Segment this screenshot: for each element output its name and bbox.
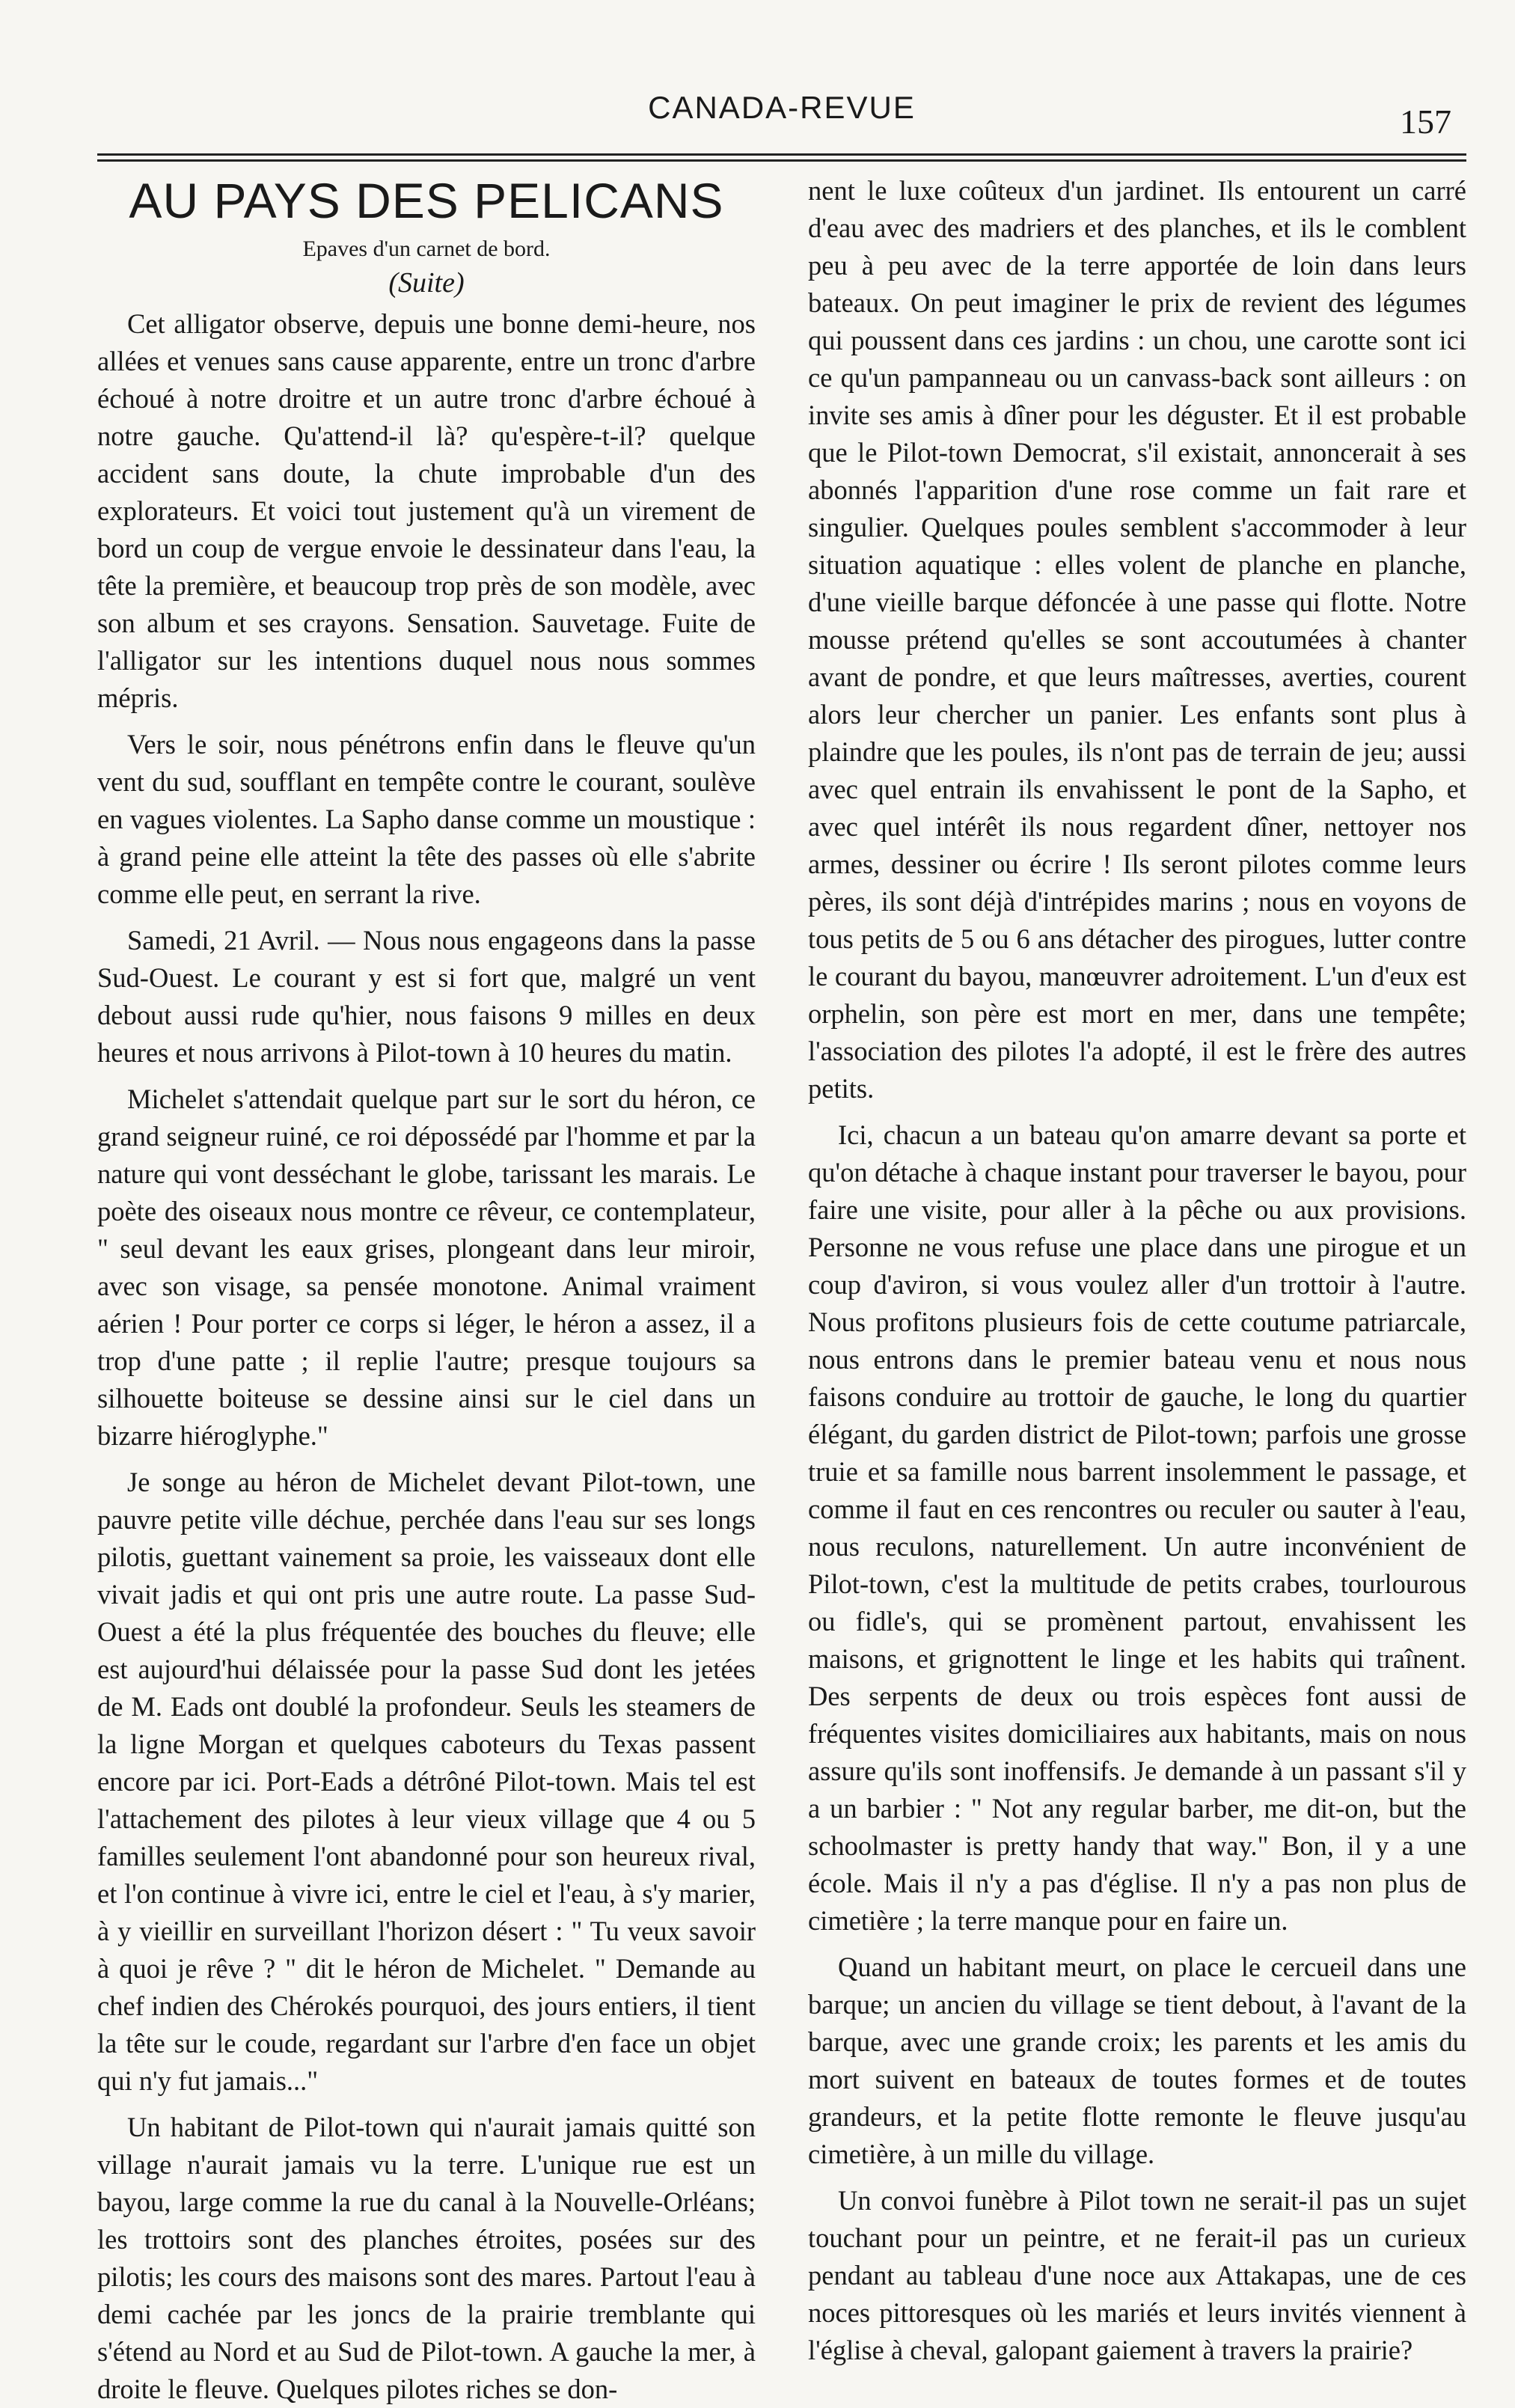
left-column (97, 172, 756, 2404)
paragraph: Cet alligator observe, depuis une bonne demi-heure, nos allées et venues sans cause apparente, entre un tronc d'arbre échoué à notre droitre et un autre tronc d'arbre échoué à notre gauche. Qu'attend-il là? qu'espère-t-il? quelque accident sans doute, la chute improbable d'un des explorateurs. Et voici tout justement qu'à un virement de bord un coup de vergue envoie le dessinateur dans l'eau, la tête la première, et beaucoup trop près de son modèle, avec son album et ses crayons. Sensation. Sauvetage. Fuite de l'alligator sur les intentions duquel nous nous sommes mépris. (97, 308, 756, 713)
paragraph: Quand un habitant meurt, on place le cercueil dans une barque; un ancien du village se tient debout, à l'avant de la barque, avec une grande croix; les parents et les amis du mort suivent en bateaux de toutes formes et de toutes grandeurs, et la petite flotte remonte le fleuve jusqu'au cimetière, à un mille du village. (808, 1952, 1466, 2169)
page-number: 157 (1400, 103, 1451, 141)
paragraph: nent le luxe coûteux d'un jardinet. Ils entourent un carré d'eau avec des madriers et des planches, et ils le comblent peu à peu avec de la terre apportée de loin dans leurs bateaux. On peut imaginer le prix de revient des légumes qui poussent dans ces jardins : un chou, une carotte sont ici ce qu'un pampanneau ou un canvass-back sont ailleurs : on invite ses amis à dîner pour les déguster. Et il est probable que le Pilot-town Democrat, s'il existait, annoncerait à ses abonnés l'apparition d'une rose comme un fait rare et singulier. Quelques poules semblent s'accommoder à leur situation aquatique : elles volent de planche en planche, d'une vieille barque défoncée à une passe qui flotte. Notre mousse prétend qu'elles se sont accoutumées à chanter avant de pondre, et que leurs maîtresses, averties, courent alors leur chercher un panier. Les enfants sont plus à plaindre que les poules, ils n'ont pas de terrain de jeu; aussi avec quel entrain ils envahissent le pont de la Sapho, et avec quel intérêt ils nous regardent dîner, nettoyer nos armes, dessiner ou écrire ! Ils seront pilotes comme leurs pères, ils sont déjà d'intrépides marins ; nous en voyons de tous petits de 5 ou 6 ans détacher des pirogues, lutter contre le courant du bayou, manœuvrer adroitement. L'un d'eux est orphelin, son père est mort en mer, dans une tempête; l'association des pilotes l'a adopté, il est le frère des autres petits. (808, 175, 1466, 1104)
header-rule (97, 153, 1466, 156)
paragraph: Je songe au héron de Michelet devant Pilot-town, une pauvre petite ville déchue, perchée dans l'eau sur ses longs pilotis, guettant vainement sa proie, les vaisseaux dont elle vivait jadis et qui ont pris une autre route. La passe Sud-Ouest a été la plus fréquentée des bouches du fleuve; elle est aujourd'hui délaissée pour la passe Sud dont les jetées de M. Eads ont doublé la profondeur. Seuls les steamers de la ligne Morgan et quelques caboteurs du Texas passent encore par ici. Port-Eads a détrôné Pilot-town. Mais tel est l'attachement des pilotes à leur vieux village que 4 ou 5 familles seulement l'ont abandonné pour son heureux rival, et l'on continue à vivre ici, entre le ciel et l'eau, à s'y marier, à y vieillir en surveillant l'horizon désert : " Tu veux savoir à quoi je rêve ? " dit le héron de Michelet. " Demande au chef indien des Chérokés pourquoi, des jours entiers, il tient la tête sur le coude, regardant sur l'arbre d'en face un objet qui n'y fut jamais..." (97, 1467, 756, 2096)
right-column (808, 172, 1466, 2380)
paragraph: Vers le soir, nous pénétrons enfin dans le fleuve qu'un vent du sud, soufflant en tempête contre le courant, soulève en vagues violentes. La Sapho danse comme un moustique : à grand peine elle atteint la tête des passes où elle s'abrite comme elle peut, en serrant la rive. (97, 729, 756, 909)
article-title: AU PAYS DES PELICANS (129, 173, 724, 228)
article-subtitle: Epaves d'un carnet de bord. (302, 236, 551, 261)
paragraph: Un convoi funèbre à Pilot town ne serait-il pas un sujet touchant pour un peintre, et ne ferait-il pas un curieux pendant au tableau d'une noce aux Attakapas, une de ces noces pittoresques où les mariés et leurs invités viennent à l'église à cheval, galopant gaiement à travers la prairie? (808, 2185, 1466, 2365)
paragraph: Samedi, 21 Avril. — Nous nous engageons dans la passe Sud-Ouest. Le courant y est si fort que, malgré un vent debout aussi rude qu'hier, nous faisons 9 milles en deux heures et nous arrivons à Pilot-town à 10 heures du matin. (97, 925, 756, 1068)
article-suite: (Suite) (388, 267, 465, 299)
paragraph: Ici, chacun a un bateau qu'on amarre devant sa porte et qu'on détache à chaque instant pour traverser le bayou, pour faire une visite, pour aller à la pêche ou aux provisions. Personne ne vous refuse une place dans une pirogue et un coup d'aviron, si vous voulez aller d'un trottoir à l'autre. Nous profitons plusieurs fois de cette coutume patriarcale, nous entrons dans le premier bateau venu et nous nous faisons conduire au trottoir de gauche, le long du quartier élégant, du garden district de Pilot-town; parfois une grosse truie et sa famille nous barrent insolemment le passage, et comme il faut en ces rencontres ou reculer ou sauter à l'eau, nous reculons, naturellement. Un autre inconvénient de Pilot-town, c'est la multitude de petits crabes, tourlourous ou fidle's, qui se promènent partout, envahissent les maisons, et grignottent le linge et les habits qui traînent. Des serpents de deux ou trois espèces font aussi de fréquentes visites domiciliaires aux habitants, mais on nous assure qu'ils sont inoffensifs. Je demande à un passant s'il y a un barbier : " Not any regular barber, me dit-on, but the schoolmaster is pretty handy that way." Bon, il y a une école. Mais il n'y a pas d'église. Il n'y a pas non plus de cimetière ; la terre manque pour en faire un. (808, 1119, 1466, 1936)
paragraph: Michelet s'attendait quelque part sur le sort du héron, ce grand seigneur ruiné, ce roi dépossédé par l'homme et par la nature qui vont desséchant le globe, tarissant les marais. Le poète des oiseaux nous montre ce rêveur, ce contemplateur, " seul devant les eaux grises, plongeant dans leur miroir, avec son visage, sa pensée monotone. Animal vraiment aérien ! Pour porter ce corps si léger, le héron a assez, il a trop d'une patte ; il replie l'autre; presque toujours sa silhouette boiteuse se dessine ainsi sur le ciel dans un bizarre hiéroglyphe." (97, 1084, 756, 1451)
paragraph: Un habitant de Pilot-town qui n'aurait jamais quitté son village n'aurait jamais vu la terre. L'unique rue est un bayou, large comme la rue du canal à la Nouvelle-Orléans; les trottoirs sont des planches étroites, posées sur des pilotis; les cours des maisons sont des mares. Partout l'eau à demi cachée par les joncs de la prairie tremblante qui s'étend au Nord et au Sud de Pilot-town. A gauche la mer, à droite le fleuve. Quelques pilotes riches se don- (97, 2112, 756, 2404)
running-head: CANADA-REVUE (648, 90, 916, 125)
text-columns (97, 172, 1466, 2404)
page-header (97, 90, 1466, 150)
header-rule-double (97, 159, 1466, 162)
